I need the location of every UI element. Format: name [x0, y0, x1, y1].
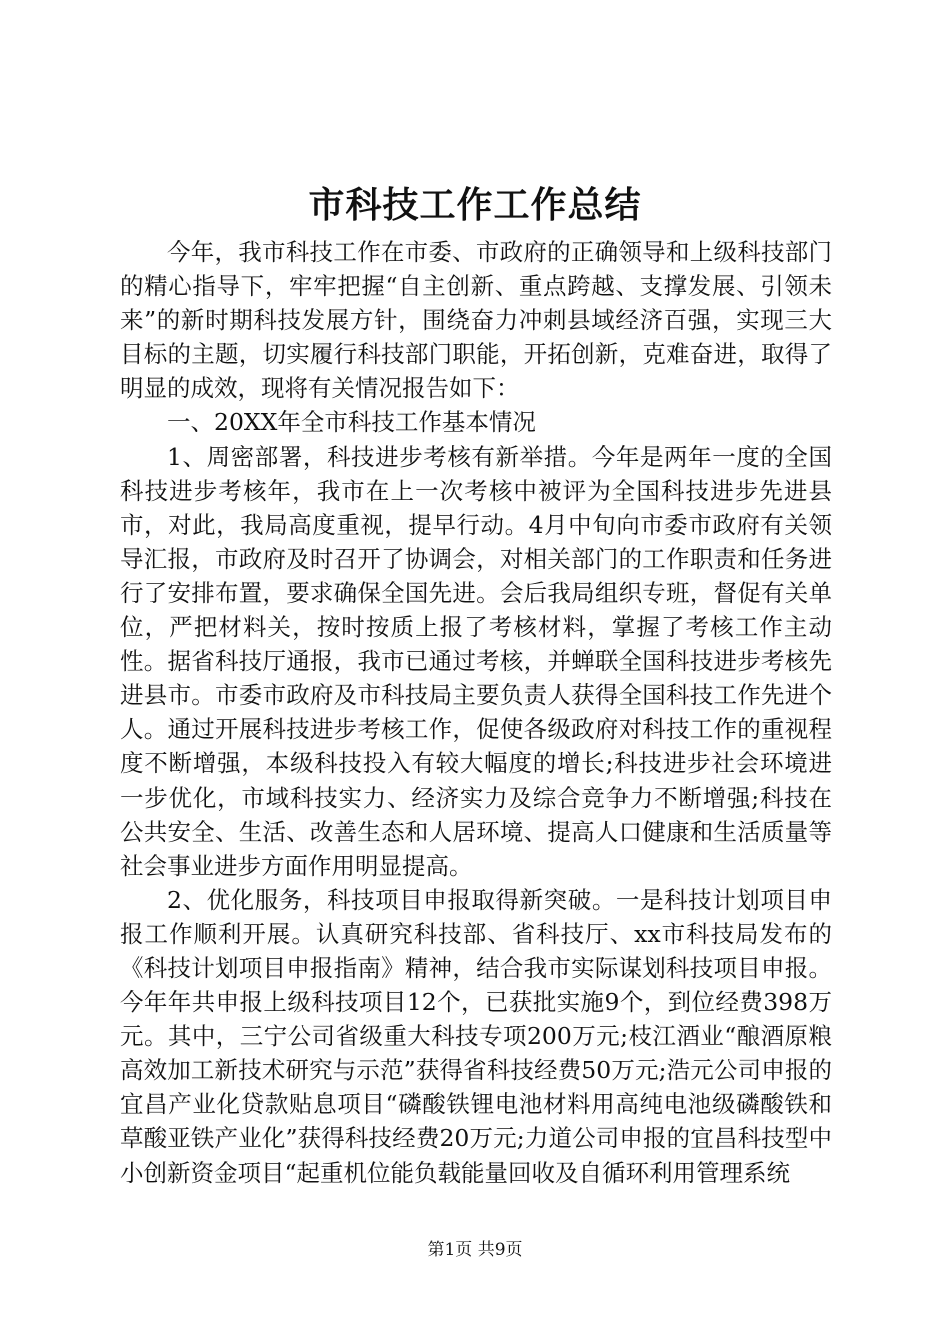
page-footer: 第1页 共9页 [427, 1240, 523, 1260]
document-title: 市科技工作工作总结 [308, 184, 642, 226]
document-body [120, 235, 832, 1190]
section-heading: 一、20XX年全市科技工作基本情况 [167, 408, 536, 437]
body-paragraph: 2、优化服务，科技项目申报取得新突破。一是科技计划项目申报工作顺利开展。认真研究科技部、省科技厅、xx市科技局发布的《科技计划项目申报指南》精神，结合我市实际谋划科技项目申报。今年年共申报上级科技项目12个，已获批实施9个，到位经费398万元。其中，三宁公司省级重大科技专项200万元;枝江酒业“酿酒原粮高效加工新技术研究与示范”获得省科技经费50万元;浩元公司申报的宜昌产业化贷款贴息项目“磷酸铁锂电池材料用高纯电池级磷酸铁和草酸亚铁产业化”获得科技经费20万元;力道公司申报的宜昌科技型中小创新资金项目“起重机位能负载能量回收及自循环利用管理系统 [120, 885, 832, 1187]
intro-paragraph: 今年，我市科技工作在市委、市政府的正确领导和上级科技部门的精心指导下，牢牢把握“自主创新、重点跨越、支撑发展、引领未来”的新时期科技发展方针，围绕奋力冲刺县域经济百强，实现三大目标的主题，切实履行科技部门职能，开拓创新，克难奋进，取得了明显的成效，现将有关情况报告如下： [120, 238, 832, 403]
body-paragraph: 1、周密部署，科技进步考核有新举措。今年是两年一度的全国科技进步考核年，我市在上一次考核中被评为全国科技进步先进县市，对此，我局高度重视，提早行动。4月中旬向市委市政府有关领导汇报，市政府及时召开了协调会，对相关部门的工作职责和任务进行了安排布置，要求确保全国先进。会后我局组织专班，督促有关单位，严把材料关，按时按质上报了考核材料，掌握了考核工作主动性。据省科技厅通报，我市已通过考核，并蝉联全国科技进步考核先进县市。市委市政府及市科技局主要负责人获得全国科技工作先进个人。通过开展科技进步考核工作，促使各级政府对科技工作的重视程度不断增强，本级科技投入有较大幅度的增长;科技进步社会环境进一步优化，市域科技实力、经济实力及综合竞争力不断增强;科技在公共安全、生活、改善生态和人居环境、提高人口健康和生活质量等社会事业进步方面作用明显提高。 [120, 442, 832, 880]
